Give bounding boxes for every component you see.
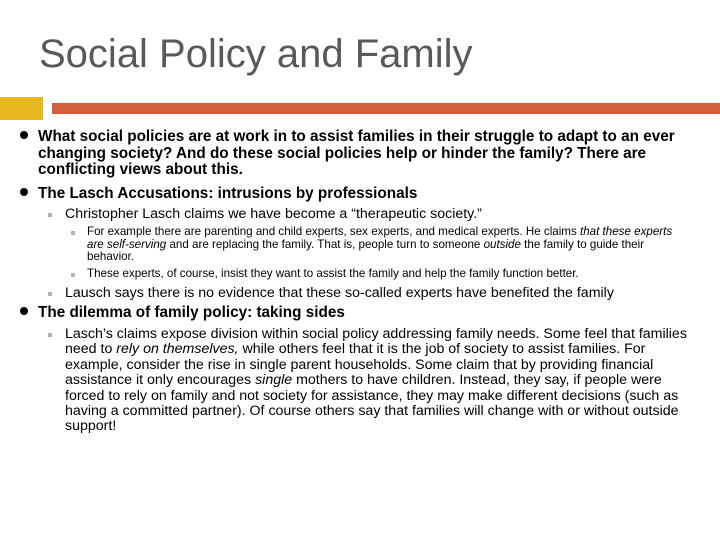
dilemma-text-a: Lasch’s claims expose division within social policy addressing family needs. Some feel that families need to — [65, 326, 687, 358]
bullet-question-text: What social policies are at work in to assist families in their struggle to adapt to an ever changing society? And do these social policies help or hinder the family? There are conflicting views about this. — [38, 128, 675, 178]
experts-text-em-1: that these experts are self-serving — [87, 225, 673, 251]
bullet-lasch-heading — [38, 186, 700, 203]
lasch-claim-text: Christopher Lasch claims we have become a “therapeutic society.” — [65, 206, 482, 222]
experts-text-1: For example there are parenting and child experts, sex experts, and medical experts. He claims — [87, 225, 580, 238]
sub-bullet-square-icon — [48, 213, 52, 217]
bullet-dot-icon — [20, 131, 28, 139]
sub-bullet-square-icon — [48, 292, 52, 296]
experts-insist-text: These experts, of course, insist they want to assist the family and help the family function better. — [87, 267, 579, 280]
accent-block — [0, 97, 43, 120]
sub-bullet-no-evidence — [65, 286, 690, 301]
slide-title: Social Policy and Family — [39, 32, 473, 76]
experts-text-em-2: outside — [483, 237, 521, 251]
sub-sub-bullet-experts-insist — [87, 268, 692, 281]
sub-sub-bullet-experts — [87, 226, 692, 264]
bullet-dot-icon — [20, 307, 28, 315]
experts-text-2: and are replacing the family. That is, people turn to someone — [166, 237, 484, 251]
sub-bullet-square-icon — [48, 333, 52, 337]
lasch-heading-text: The Lasch Accusations: intrusions by professionals — [38, 185, 418, 202]
experts-text-3: the family to guide their behavior. — [87, 237, 645, 264]
accent-bar — [52, 103, 720, 114]
dilemma-heading-text: The dilemma of family policy: taking sides — [38, 304, 345, 321]
sub-bullet-square-icon — [71, 273, 75, 277]
dilemma-text-em-a: rely on themselves, — [116, 341, 239, 358]
dilemma-text-b: while others feel that it is the job of society to assist families. For example, consider the rise in single parent households. Some claim that by providing financial assistance it only encourages — [65, 341, 654, 389]
bullet-dot-icon — [20, 188, 28, 196]
dilemma-text-c: mothers to have children. Instead, they say, if people were forced to rely on family and not society for assistance, they may make different decisions (such as having a committed partner). Of course others say that families will change with or without outside support! — [65, 372, 679, 435]
sub-bullet-square-icon — [71, 231, 75, 235]
sub-bullet-dilemma — [65, 327, 690, 435]
bullet-question — [38, 129, 700, 179]
sub-bullet-lasch-claim — [65, 207, 690, 222]
no-evidence-text: Lausch says there is no evidence that these so-called experts have benefited the family — [65, 285, 614, 301]
bullet-dilemma-heading — [38, 305, 700, 322]
dilemma-text-em-b: single — [255, 372, 293, 389]
